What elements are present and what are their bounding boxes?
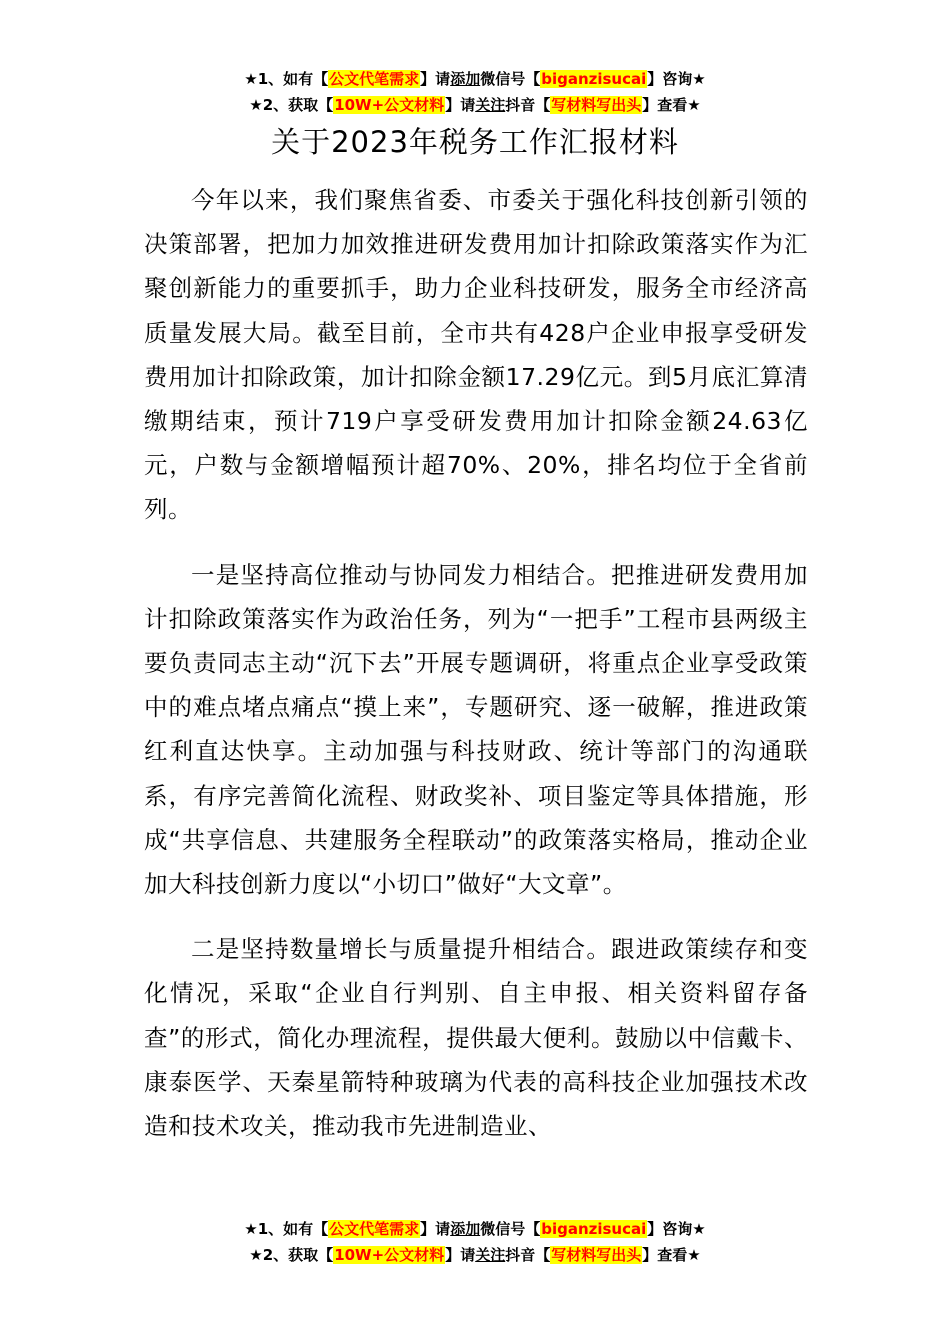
- promo-text: 】查看★: [642, 96, 701, 114]
- promo-line-1: [0, 66, 950, 92]
- promo-text: 】查看★: [642, 1246, 701, 1264]
- document-title: 关于2023年税务工作汇报材料: [271, 125, 679, 159]
- paragraph-point-1: 一是坚持高位推动与协同发力相结合。把推进研发费用加计扣除政策落实作为政治任务，列为“一把手”工程市县两级主要负责同志主动“沉下去”开展专题调研，将重点企业享受政策中的难点堵点痛点“摸上来”，专题研究、逐一破解，推进政策红利直达快享。主动加强与科技财政、统计等部门的沟通联系，有序完善简化流程、财政奖补、项目鉴定等具体措施，形成“共享信息、共建服务全程联动”的政策落实格局，推动企业加大科技创新力度以“小切口”做好“大文章”。: [144, 560, 808, 899]
- promo-text: ★1、如有【: [244, 1220, 329, 1238]
- promo-text: 微信号【: [480, 1220, 541, 1238]
- promo-banner-top: [0, 66, 950, 118]
- paragraph-intro: 今年以来，我们聚焦省委、市委关于强化科技创新引领的决策部署，把加力加效推进研发费用加计扣除政策落实作为汇聚创新能力的重要抓手，助力企业科技研发，服务全市经济高质量发展大局。截至目前，全市共有428户企业申报享受研发费用加计扣除政策，加计扣除金额17.29亿元。到5月底汇算清缴期结束，预计719户享受研发费用加计扣除金额24.63亿元，户数与金额增幅预计超70%、20%，排名均位于全省前列。: [144, 186, 808, 524]
- promo-text: 】咨询★: [647, 1220, 706, 1238]
- promo-text: 】咨询★: [647, 70, 706, 88]
- promo-line-2: [0, 1242, 950, 1268]
- promo-highlight: 写材料写出头: [551, 1246, 642, 1264]
- promo-text: 抖音【: [505, 1246, 551, 1264]
- promo-text: 】请: [445, 1246, 476, 1264]
- promo-emphasis: 关注: [475, 96, 506, 114]
- promo-highlight: 写材料写出头: [551, 96, 642, 114]
- promo-text: 】请: [420, 1220, 451, 1238]
- promo-emphasis: 添加: [450, 1220, 481, 1238]
- promo-line-2: [0, 92, 950, 118]
- paragraph-point-2: 二是坚持数量增长与质量提升相结合。跟进政策续存和变化情况，采取“企业自行判别、自主申报、相关资料留存备查”的形式，简化办理流程，提供最大便利。鼓励以中信戴卡、康泰医学、天秦星箭特种玻璃为代表的高科技企业加强技术改造和技术攻关，推动我市先进制造业、: [144, 935, 808, 1141]
- promo-text: 抖音【: [505, 96, 551, 114]
- promo-highlight: biganzisucai: [541, 1220, 647, 1238]
- document-body: [144, 178, 808, 1169]
- promo-line-1: [0, 1216, 950, 1242]
- promo-text: 】请: [420, 70, 451, 88]
- promo-highlight: 10W+公文材料: [334, 1246, 445, 1264]
- promo-text: ★1、如有【: [244, 70, 329, 88]
- promo-text: 】请: [445, 96, 476, 114]
- promo-highlight: 公文代笔需求: [329, 70, 420, 88]
- promo-text: ★2、获取【: [249, 96, 334, 114]
- promo-highlight: 10W+公文材料: [334, 96, 445, 114]
- promo-text: 微信号【: [480, 70, 541, 88]
- promo-banner-bottom: [0, 1216, 950, 1268]
- promo-text: ★2、获取【: [249, 1246, 334, 1264]
- promo-highlight: biganzisucai: [541, 70, 647, 88]
- promo-highlight: 公文代笔需求: [329, 1220, 420, 1238]
- promo-emphasis: 添加: [450, 70, 481, 88]
- promo-emphasis: 关注: [475, 1246, 506, 1264]
